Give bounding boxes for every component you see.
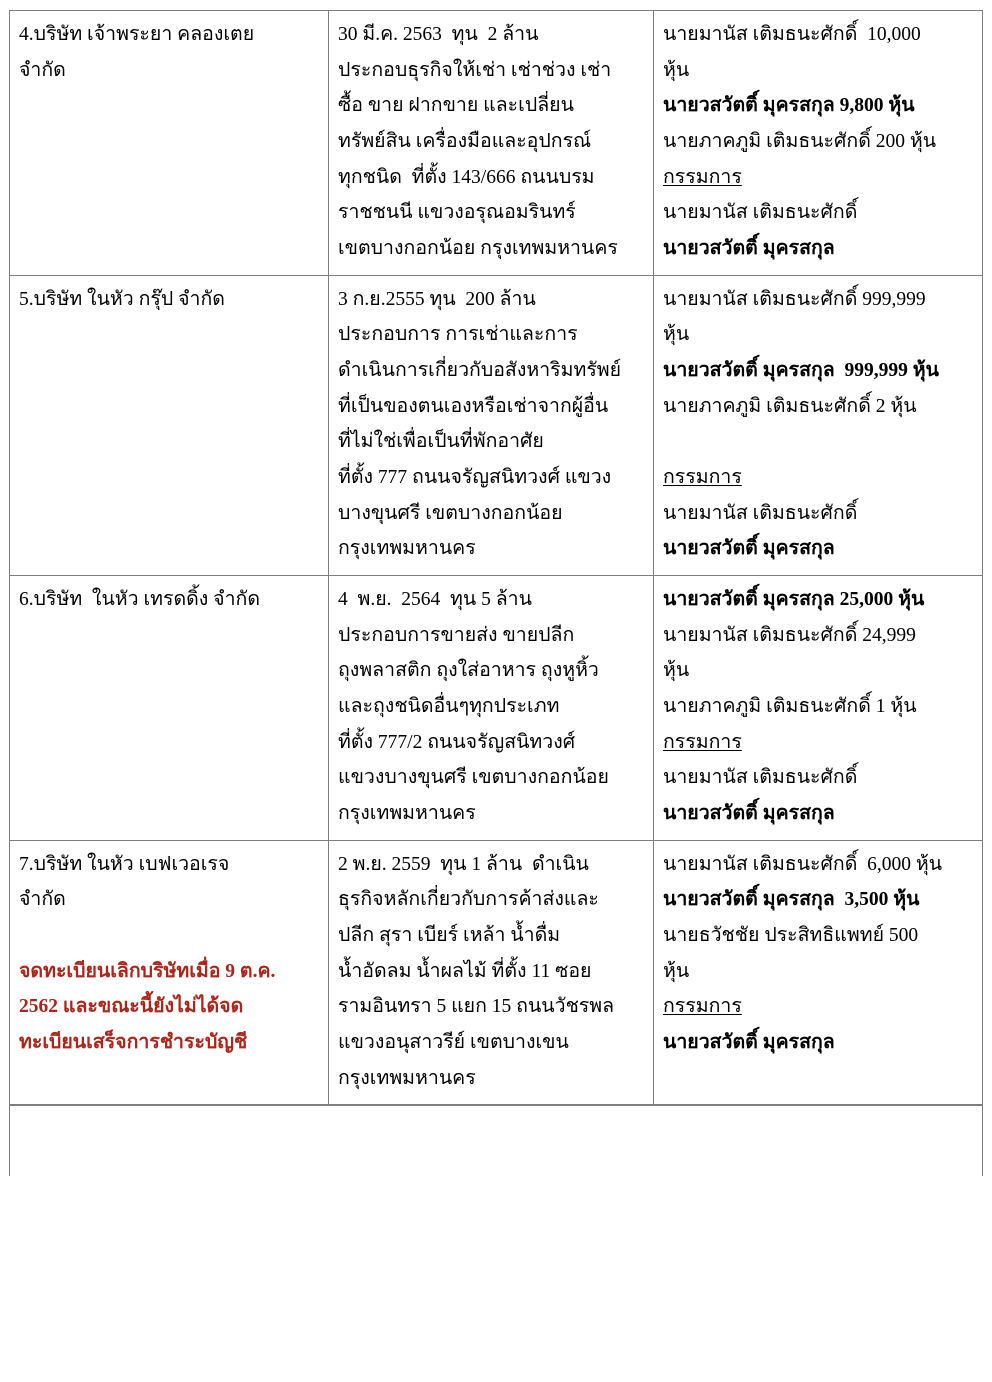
company-details-cell [329, 576, 654, 841]
dissolution-note-line: ทะเบียนเสร็จการชำระบัญชี [19, 1032, 248, 1054]
company-name-cell [10, 576, 329, 841]
detail-line: ที่ตั้ง 777 ถนนจรัญสนิทวงศ์ แขวง [338, 467, 612, 489]
company-details-cell [329, 840, 654, 1105]
detail-line: เขตบางกอกน้อย กรุงเทพมหานคร [338, 238, 618, 260]
shareholder-line: หุ้น [663, 324, 690, 346]
company-name-cell [10, 11, 329, 276]
detail-line: กรุงเทพมหานคร [338, 803, 476, 825]
company-name-line: จำกัด [19, 889, 66, 911]
detail-line: กรุงเทพมหานคร [338, 538, 476, 560]
shareholders-cell [654, 11, 983, 276]
shareholder-line: นายวสวัตติ์ มุครสกุล 9,800 หุ้น [663, 95, 915, 117]
detail-line: น้ำอัดลม น้ำผลไม้ ที่ตั้ง 11 ซอย [338, 960, 592, 982]
detail-line: ประกอบธุรกิจให้เช่า เช่าช่วง เช่า [338, 59, 612, 81]
shareholder-line: นายวสวัตติ์ มุครสกุล 25,000 หุ้น [663, 589, 925, 611]
shareholder-line: นายมานัส เติมธนะศักดิ์ 6,000 หุ้น [663, 853, 943, 875]
company-name-line: 4.บริษัท เจ้าพระยา คลองเตย [19, 24, 255, 45]
table-row [10, 11, 983, 276]
detail-line: 2 พ.ย. 2559 ทุน 1 ล้าน ดำเนิน [338, 853, 589, 875]
director-heading: กรรมการ [663, 996, 742, 1018]
detail-line: ที่ไม่ใช่เพื่อเป็นที่พักอาศัย [338, 431, 544, 453]
shareholder-line: นายมานัส เติมธนะศักดิ์ 999,999 [663, 288, 926, 310]
detail-line: กรุงเทพมหานคร [338, 1067, 476, 1089]
shareholder-line: นายธวัชชัย ประสิทธิแพทย์ 500 [663, 925, 919, 947]
table-body [10, 11, 983, 1177]
director-line: นายมานัส เติมธนะศักดิ์ [663, 767, 858, 789]
empty-cell [10, 1105, 983, 1176]
detail-line: บางขุนศรี เขตบางกอกน้อย [338, 502, 563, 524]
detail-line: ธุรกิจหลักเกี่ยวกับการค้าส่งและ [338, 889, 599, 911]
director-heading: กรรมการ [663, 731, 742, 753]
shareholder-line: นายมานัส เติมธนะศักดิ์ 10,000 [663, 24, 921, 45]
table-row-empty [10, 1105, 983, 1176]
company-name-cell [10, 840, 329, 1105]
table-row [10, 840, 983, 1105]
shareholder-line: นายวสวัตติ์ มุครสกุล 999,999 หุ้น [663, 360, 939, 382]
detail-line: ประกอบการขายส่ง ขายปลีก [338, 624, 575, 646]
director-heading: กรรมการ [663, 166, 742, 188]
company-name-line: 7.บริษัท ในหัว เบฟเวอเรจ [19, 853, 230, 875]
shareholder-line: นายวสวัตติ์ มุครสกุล 3,500 หุ้น [663, 889, 920, 911]
shareholders-cell [654, 576, 983, 841]
detail-line: ทุกชนิด ที่ตั้ง 143/666 ถนนบรม [338, 166, 595, 188]
table-row [10, 576, 983, 841]
detail-line: 4 พ.ย. 2564 ทุน 5 ล้าน [338, 589, 532, 611]
shareholder-line: หุ้น [663, 59, 690, 81]
table-row [10, 275, 983, 575]
director-line: นายวสวัตติ์ มุครสกุล [663, 538, 835, 560]
detail-line: และถุงชนิดอื่นๆทุกประเภท [338, 696, 560, 718]
detail-line: ทรัพย์สิน เครื่องมือและอุปกรณ์ [338, 131, 592, 153]
dissolution-note-line: 2562 และขณะนี้ยังไม่ได้จด [19, 996, 244, 1018]
detail-line: ซื้อ ขาย ฝากขาย และเปลี่ยน [338, 95, 574, 117]
company-details-cell [329, 275, 654, 575]
detail-line: แขวงอนุสาวรีย์ เขตบางเขน [338, 1032, 569, 1054]
detail-line: ที่ตั้ง 777/2 ถนนจรัญสนิทวงศ์ [338, 731, 576, 753]
company-name-cell [10, 275, 329, 575]
detail-line: ที่เป็นของตนเองหรือเช่าจากผู้อื่น [338, 395, 609, 417]
dissolution-note-line: จดทะเบียนเลิกบริษัทเมื่อ 9 ต.ค. [19, 960, 276, 982]
company-details-cell [329, 11, 654, 276]
director-line: นายมานัส เติมธนะศักดิ์ [663, 502, 858, 524]
detail-line: ดำเนินการเกี่ยวกับอสังหาริมทรัพย์ [338, 360, 622, 382]
shareholders-cell [654, 275, 983, 575]
shareholders-cell [654, 840, 983, 1105]
detail-line: ปลีก สุรา เบียร์ เหล้า น้ำดื่ม [338, 925, 561, 947]
shareholder-line: นายภาคภูมิ เติมธนะศักดิ์ 2 หุ้น [663, 395, 917, 417]
detail-line: 3 ก.ย.2555 ทุน 200 ล้าน [338, 288, 536, 310]
director-line: นายมานัส เติมธนะศักดิ์ [663, 202, 858, 224]
shareholder-line: นายมานัส เติมธนะศักดิ์ 24,999 [663, 624, 916, 646]
company-name-line: จำกัด [19, 59, 66, 81]
blank-line [19, 918, 320, 954]
detail-line: 30 มี.ค. 2563 ทุน 2 ล้าน [338, 24, 539, 45]
detail-line: แขวงบางขุนศรี เขตบางกอกน้อย [338, 767, 609, 789]
company-shareholder-table [9, 10, 983, 1176]
director-heading: กรรมการ [663, 467, 742, 489]
director-line: นายวสวัตติ์ มุครสกุล [663, 803, 835, 825]
company-name-line: 6.บริษัท ในหัว เทรดดิ้ง จำกัด [19, 589, 261, 611]
shareholder-line: หุ้น [663, 660, 690, 682]
shareholder-line: นายภาคภูมิ เติมธนะศักดิ์ 200 หุ้น [663, 131, 937, 153]
detail-line: ถุงพลาสติก ถุงใส่อาหาร ถุงหูหิ้ว [338, 660, 599, 682]
detail-line: รามอินทรา 5 แยก 15 ถนนวัชรพล [338, 996, 615, 1018]
company-name-line: 5.บริษัท ในหัว กรุ๊ป จำกัด [19, 288, 225, 310]
blank-line [663, 424, 974, 460]
shareholder-line: หุ้น [663, 960, 690, 982]
detail-line: ราชชนนี แขวงอรุณอมรินทร์ [338, 202, 576, 224]
director-line: นายวสวัตติ์ มุครสกุล [663, 1032, 835, 1054]
shareholder-line: นายภาคภูมิ เติมธนะศักดิ์ 1 หุ้น [663, 696, 917, 718]
detail-line: ประกอบการ การเช่าและการ [338, 324, 578, 346]
director-line: นายวสวัตติ์ มุครสกุล [663, 238, 835, 260]
